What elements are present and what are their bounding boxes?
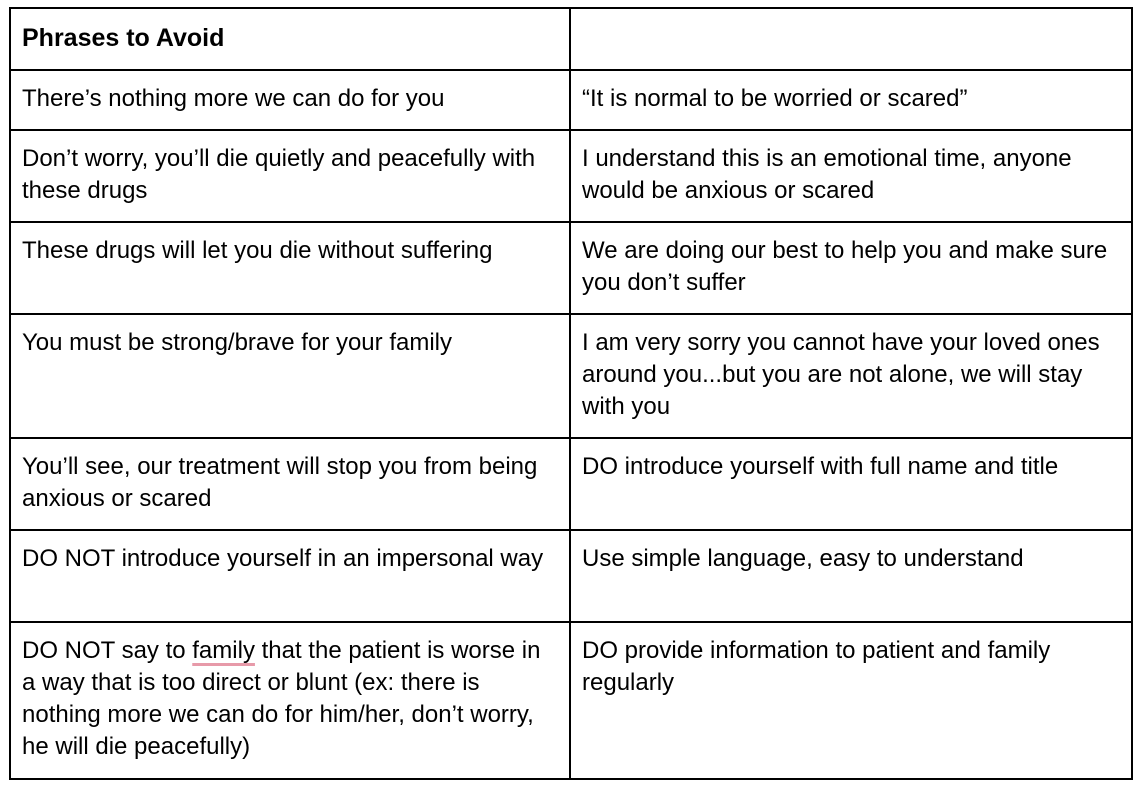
table-cell-right[interactable]: I understand this is an emotional time, anyone would be anxious or scared (570, 130, 1132, 222)
table-row (10, 130, 1132, 222)
table-header-title: Phrases to Avoid (22, 24, 225, 52)
table-row (10, 438, 1132, 530)
table-row (10, 622, 1132, 779)
table-header-row (10, 8, 1132, 70)
table-cell-left[interactable]: There’s nothing more we can do for you (10, 70, 570, 130)
table-cell-right[interactable]: “It is normal to be worried or scared” (570, 70, 1132, 130)
table-cell-right[interactable]: I am very sorry you cannot have your loved ones around you...but you are not alone, we will stay with you (570, 314, 1132, 438)
table-cell-right[interactable]: DO provide information to patient and family regularly (570, 622, 1132, 779)
table-cell-left[interactable]: Don’t worry, you’ll die quietly and peacefully with these drugs (10, 130, 570, 222)
cell-text-before: DO NOT say to (22, 637, 193, 664)
table-cell-right[interactable]: DO introduce yourself with full name and title (570, 438, 1132, 530)
phrases-table (9, 7, 1133, 780)
table-cell-left[interactable]: These drugs will let you die without suffering (10, 222, 570, 314)
header-cell-right[interactable] (570, 8, 1132, 70)
table-cell-left[interactable]: You’ll see, our treatment will stop you from being anxious or scared (10, 438, 570, 530)
table-cell-right[interactable]: We are doing our best to help you and make sure you don’t suffer (570, 222, 1132, 314)
table-row (10, 314, 1132, 438)
table-cell-left[interactable]: You must be strong/brave for your family (10, 314, 570, 438)
table-cell-right[interactable]: Use simple language, easy to understand (570, 530, 1132, 622)
table-row (10, 70, 1132, 130)
header-cell-left[interactable] (10, 8, 570, 70)
table-row (10, 222, 1132, 314)
cell-text-after: that the patient is worse in a way that is too direct or blunt (ex: there is nothing more we can do for him/her, don’t worry, he will die peacefully) (22, 637, 541, 760)
spellcheck-flagged-word[interactable]: family (192, 637, 255, 664)
table-cell-left[interactable]: DO NOT introduce yourself in an impersonal way (10, 530, 570, 622)
table-row (10, 530, 1132, 622)
table-cell-left[interactable] (10, 622, 570, 779)
